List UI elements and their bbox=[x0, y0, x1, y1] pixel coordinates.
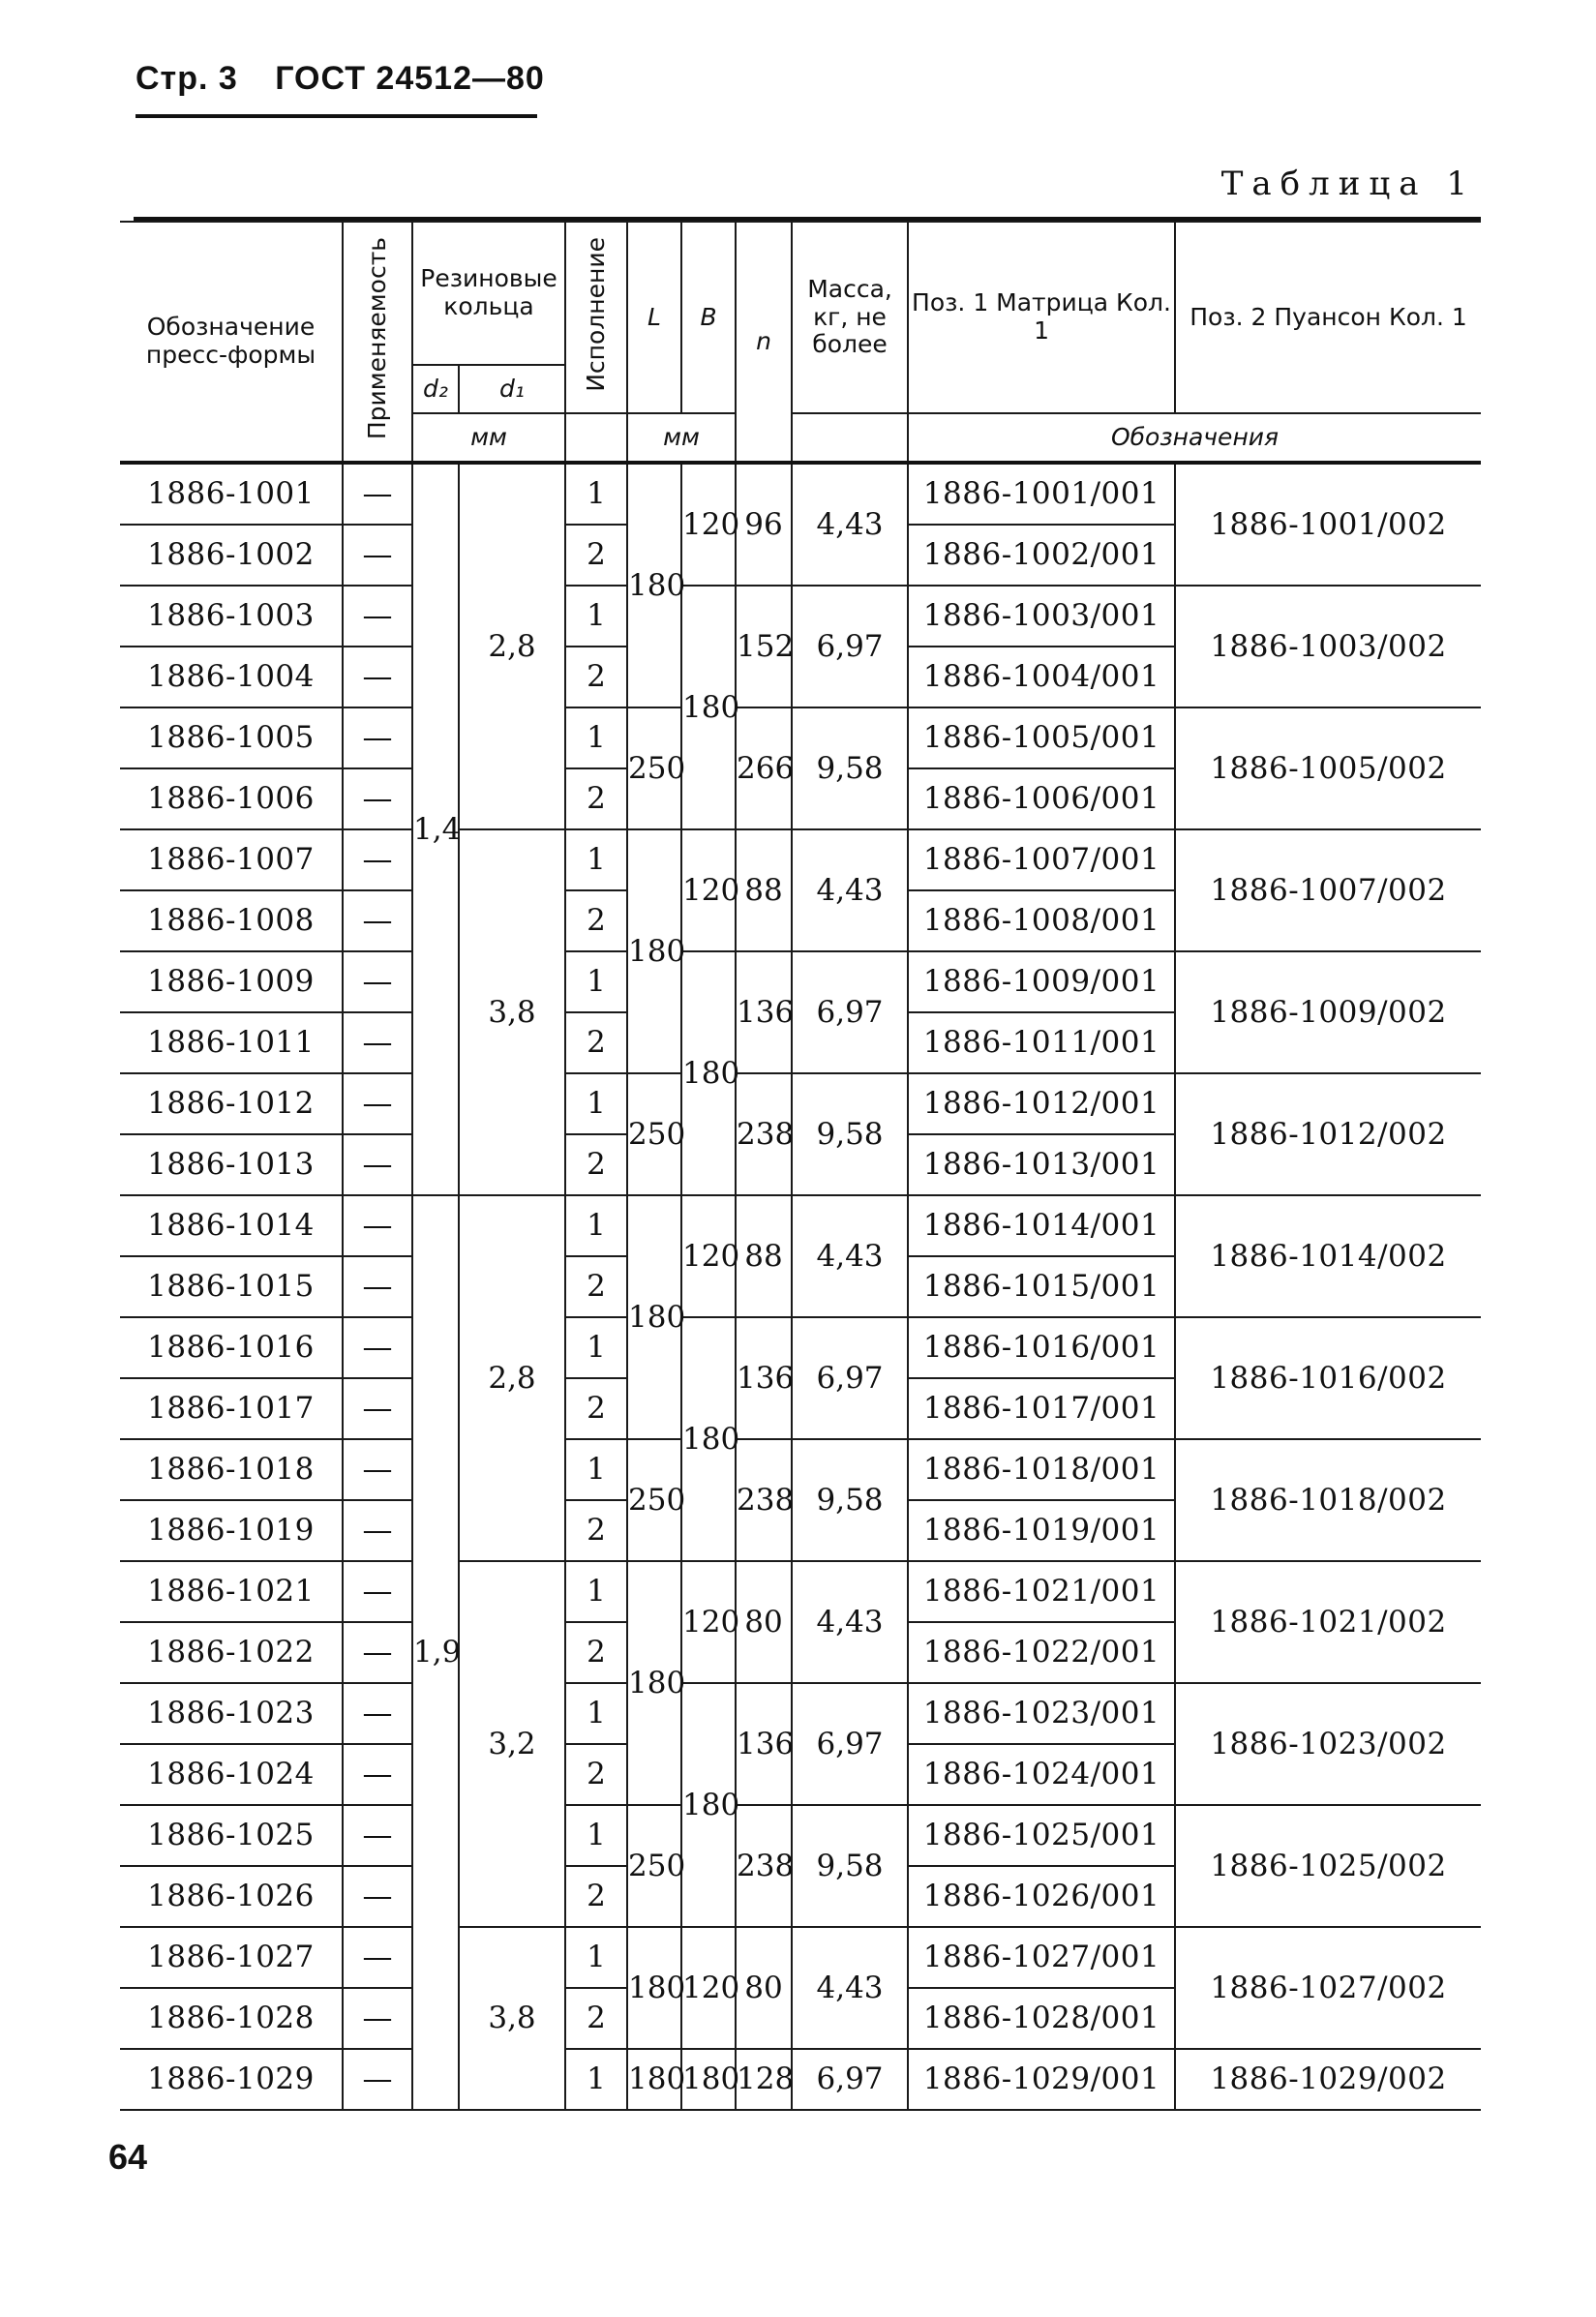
cell-pos2: 1886-1007/002 bbox=[1175, 829, 1481, 951]
table-row bbox=[120, 1195, 1481, 1256]
cell-version: 2 bbox=[565, 1500, 627, 1561]
cell-n: 238 bbox=[736, 1073, 792, 1195]
cell-designation: 1886-1021 bbox=[120, 1561, 343, 1622]
cell-applicability: — bbox=[343, 1012, 412, 1073]
header-B: B bbox=[681, 222, 736, 413]
cell-version: 1 bbox=[565, 707, 627, 768]
header-pos1: Поз. 1 Матрица Кол. 1 bbox=[908, 222, 1175, 413]
cell-applicability: — bbox=[343, 1988, 412, 2049]
cell-mass: 4,43 bbox=[792, 1561, 908, 1683]
cell-mass: 6,97 bbox=[792, 1317, 908, 1439]
header-n: n bbox=[736, 222, 792, 463]
cell-designation: 1886-1005 bbox=[120, 707, 343, 768]
header-version: Исполнение bbox=[565, 222, 627, 413]
cell-L: 250 bbox=[627, 1439, 681, 1561]
cell-version: 2 bbox=[565, 1134, 627, 1195]
cell-applicability: — bbox=[343, 890, 412, 951]
cell-version: 1 bbox=[565, 1927, 627, 1988]
cell-pos2: 1886-1027/002 bbox=[1175, 1927, 1481, 2049]
page-header bbox=[136, 60, 545, 98]
cell-mass: 4,43 bbox=[792, 1195, 908, 1317]
cell-pos2: 1886-1021/002 bbox=[1175, 1561, 1481, 1683]
cell-version: 2 bbox=[565, 1866, 627, 1927]
header-designations: Обозначения bbox=[908, 413, 1481, 463]
cell-designation: 1886-1002 bbox=[120, 525, 343, 586]
cell-designation: 1886-1024 bbox=[120, 1744, 343, 1805]
cell-designation: 1886-1027 bbox=[120, 1927, 343, 1988]
cell-mass: 4,43 bbox=[792, 1927, 908, 2049]
cell-B: 120 bbox=[681, 829, 736, 951]
cell-mass: 9,58 bbox=[792, 1805, 908, 1927]
cell-applicability: — bbox=[343, 647, 412, 707]
spec-table bbox=[120, 221, 1481, 2111]
cell-applicability: — bbox=[343, 1561, 412, 1622]
cell-version: 2 bbox=[565, 647, 627, 707]
cell-applicability: — bbox=[343, 1622, 412, 1683]
cell-pos1: 1886-1027/001 bbox=[908, 1927, 1175, 1988]
header-rings: Резиновые кольца bbox=[412, 222, 565, 365]
cell-version: 2 bbox=[565, 1988, 627, 2049]
cell-d1: 3,8 bbox=[459, 1927, 565, 2110]
cell-B: 180 bbox=[681, 951, 736, 1195]
cell-B: 120 bbox=[681, 1927, 736, 2049]
header-designation: Обозначение пресс-формы bbox=[120, 222, 343, 463]
cell-pos1: 1886-1024/001 bbox=[908, 1744, 1175, 1805]
cell-n: 136 bbox=[736, 1317, 792, 1439]
cell-n: 136 bbox=[736, 1683, 792, 1805]
cell-B: 120 bbox=[681, 1195, 736, 1317]
cell-version: 2 bbox=[565, 525, 627, 586]
table-row bbox=[120, 707, 1481, 768]
cell-applicability: — bbox=[343, 1439, 412, 1500]
cell-B: 180 bbox=[681, 2049, 736, 2110]
cell-L: 180 bbox=[627, 463, 681, 707]
cell-pos1: 1886-1007/001 bbox=[908, 829, 1175, 890]
table-row bbox=[120, 463, 1481, 525]
cell-L: 180 bbox=[627, 1927, 681, 2049]
cell-pos1: 1886-1004/001 bbox=[908, 647, 1175, 707]
cell-designation: 1886-1016 bbox=[120, 1317, 343, 1378]
header-version-blank bbox=[565, 413, 627, 463]
header-LB-units: мм bbox=[627, 413, 736, 463]
cell-mass: 4,43 bbox=[792, 829, 908, 951]
cell-pos2: 1886-1005/002 bbox=[1175, 707, 1481, 829]
cell-applicability: — bbox=[343, 951, 412, 1012]
cell-applicability: — bbox=[343, 1683, 412, 1744]
cell-pos2: 1886-1023/002 bbox=[1175, 1683, 1481, 1805]
cell-pos1: 1886-1022/001 bbox=[908, 1622, 1175, 1683]
cell-pos1: 1886-1018/001 bbox=[908, 1439, 1175, 1500]
cell-designation: 1886-1026 bbox=[120, 1866, 343, 1927]
cell-mass: 4,43 bbox=[792, 463, 908, 586]
cell-applicability: — bbox=[343, 1866, 412, 1927]
cell-pos2: 1886-1016/002 bbox=[1175, 1317, 1481, 1439]
cell-version: 1 bbox=[565, 1439, 627, 1500]
cell-d2: 1,4 bbox=[412, 463, 459, 1195]
cell-version: 1 bbox=[565, 2049, 627, 2110]
cell-designation: 1886-1012 bbox=[120, 1073, 343, 1134]
cell-pos1: 1886-1015/001 bbox=[908, 1256, 1175, 1317]
cell-n: 266 bbox=[736, 707, 792, 829]
table-caption: Таблица 1 bbox=[1220, 165, 1476, 203]
cell-n: 96 bbox=[736, 463, 792, 586]
cell-d1: 2,8 bbox=[459, 1195, 565, 1561]
cell-designation: 1886-1004 bbox=[120, 647, 343, 707]
table-row bbox=[120, 1073, 1481, 1134]
cell-L: 250 bbox=[627, 1805, 681, 1927]
cell-pos1: 1886-1025/001 bbox=[908, 1805, 1175, 1866]
header-d2: d₂ bbox=[412, 365, 459, 413]
cell-L: 180 bbox=[627, 1561, 681, 1805]
cell-n: 80 bbox=[736, 1561, 792, 1683]
cell-d1: 3,2 bbox=[459, 1561, 565, 1927]
cell-applicability: — bbox=[343, 707, 412, 768]
cell-version: 2 bbox=[565, 1012, 627, 1073]
page-label: Стр. 3 bbox=[136, 60, 238, 97]
cell-B: 120 bbox=[681, 463, 736, 586]
table-row bbox=[120, 951, 1481, 1012]
cell-designation: 1886-1008 bbox=[120, 890, 343, 951]
cell-pos1: 1886-1021/001 bbox=[908, 1561, 1175, 1622]
cell-pos2: 1886-1001/002 bbox=[1175, 463, 1481, 586]
cell-pos1: 1886-1028/001 bbox=[908, 1988, 1175, 2049]
cell-pos1: 1886-1012/001 bbox=[908, 1073, 1175, 1134]
cell-designation: 1886-1018 bbox=[120, 1439, 343, 1500]
cell-applicability: — bbox=[343, 1317, 412, 1378]
cell-pos1: 1886-1014/001 bbox=[908, 1195, 1175, 1256]
cell-designation: 1886-1013 bbox=[120, 1134, 343, 1195]
header-mass: Масса, кг, не более bbox=[792, 222, 908, 413]
cell-applicability: — bbox=[343, 1500, 412, 1561]
cell-pos1: 1886-1011/001 bbox=[908, 1012, 1175, 1073]
cell-version: 2 bbox=[565, 1378, 627, 1439]
cell-B: 180 bbox=[681, 1317, 736, 1561]
cell-applicability: — bbox=[343, 1256, 412, 1317]
cell-version: 2 bbox=[565, 890, 627, 951]
cell-applicability: — bbox=[343, 1195, 412, 1256]
cell-mass: 6,97 bbox=[792, 2049, 908, 2110]
cell-n: 238 bbox=[736, 1805, 792, 1927]
cell-pos1: 1886-1023/001 bbox=[908, 1683, 1175, 1744]
cell-version: 1 bbox=[565, 951, 627, 1012]
cell-pos1: 1886-1019/001 bbox=[908, 1500, 1175, 1561]
cell-applicability: — bbox=[343, 1927, 412, 1988]
table-row bbox=[120, 2049, 1481, 2110]
cell-designation: 1886-1009 bbox=[120, 951, 343, 1012]
cell-mass: 6,97 bbox=[792, 951, 908, 1073]
cell-applicability: — bbox=[343, 1744, 412, 1805]
cell-B: 180 bbox=[681, 586, 736, 829]
cell-designation: 1886-1001 bbox=[120, 463, 343, 525]
cell-version: 1 bbox=[565, 1561, 627, 1622]
cell-applicability: — bbox=[343, 1805, 412, 1866]
table-row bbox=[120, 829, 1481, 890]
cell-pos1: 1886-1003/001 bbox=[908, 586, 1175, 647]
cell-version: 1 bbox=[565, 463, 627, 525]
cell-L: 180 bbox=[627, 2049, 681, 2110]
cell-L: 250 bbox=[627, 1073, 681, 1195]
cell-pos1: 1886-1017/001 bbox=[908, 1378, 1175, 1439]
cell-applicability: — bbox=[343, 1073, 412, 1134]
cell-version: 1 bbox=[565, 829, 627, 890]
cell-pos2: 1886-1012/002 bbox=[1175, 1073, 1481, 1195]
cell-n: 136 bbox=[736, 951, 792, 1073]
table-row bbox=[120, 1439, 1481, 1500]
cell-L: 180 bbox=[627, 1195, 681, 1439]
cell-n: 88 bbox=[736, 829, 792, 951]
cell-applicability: — bbox=[343, 768, 412, 829]
cell-designation: 1886-1025 bbox=[120, 1805, 343, 1866]
cell-L: 180 bbox=[627, 829, 681, 1073]
cell-n: 80 bbox=[736, 1927, 792, 2049]
cell-designation: 1886-1006 bbox=[120, 768, 343, 829]
cell-pos2: 1886-1029/002 bbox=[1175, 2049, 1481, 2110]
header-rule bbox=[136, 114, 537, 118]
cell-designation: 1886-1007 bbox=[120, 829, 343, 890]
cell-pos1: 1886-1013/001 bbox=[908, 1134, 1175, 1195]
cell-applicability: — bbox=[343, 829, 412, 890]
header-pos2: Поз. 2 Пуансон Кол. 1 bbox=[1175, 222, 1481, 413]
table-row bbox=[120, 1927, 1481, 1988]
cell-version: 1 bbox=[565, 1073, 627, 1134]
cell-n: 88 bbox=[736, 1195, 792, 1317]
cell-B: 180 bbox=[681, 1683, 736, 1927]
header-d1: d₁ bbox=[459, 365, 565, 413]
cell-pos1: 1886-1008/001 bbox=[908, 890, 1175, 951]
cell-designation: 1886-1014 bbox=[120, 1195, 343, 1256]
cell-designation: 1886-1015 bbox=[120, 1256, 343, 1317]
cell-pos2: 1886-1018/002 bbox=[1175, 1439, 1481, 1561]
cell-version: 1 bbox=[565, 1805, 627, 1866]
cell-designation: 1886-1019 bbox=[120, 1500, 343, 1561]
cell-version: 2 bbox=[565, 1622, 627, 1683]
cell-designation: 1886-1028 bbox=[120, 1988, 343, 2049]
cell-version: 1 bbox=[565, 586, 627, 647]
cell-pos1: 1886-1001/001 bbox=[908, 463, 1175, 525]
cell-designation: 1886-1011 bbox=[120, 1012, 343, 1073]
cell-pos1: 1886-1026/001 bbox=[908, 1866, 1175, 1927]
cell-designation: 1886-1023 bbox=[120, 1683, 343, 1744]
cell-pos1: 1886-1009/001 bbox=[908, 951, 1175, 1012]
cell-applicability: — bbox=[343, 2049, 412, 2110]
cell-version: 2 bbox=[565, 1256, 627, 1317]
cell-version: 2 bbox=[565, 1744, 627, 1805]
cell-mass: 9,58 bbox=[792, 1073, 908, 1195]
cell-pos1: 1886-1006/001 bbox=[908, 768, 1175, 829]
cell-version: 1 bbox=[565, 1195, 627, 1256]
cell-pos1: 1886-1005/001 bbox=[908, 707, 1175, 768]
table-row bbox=[120, 1805, 1481, 1866]
cell-mass: 9,58 bbox=[792, 707, 908, 829]
cell-d2: 1,9 bbox=[412, 1195, 459, 2110]
header-applicability: Применяемость bbox=[343, 222, 412, 463]
cell-pos2: 1886-1003/002 bbox=[1175, 586, 1481, 707]
cell-pos2: 1886-1009/002 bbox=[1175, 951, 1481, 1073]
cell-n: 128 bbox=[736, 2049, 792, 2110]
cell-pos2: 1886-1014/002 bbox=[1175, 1195, 1481, 1317]
page-number: 64 bbox=[108, 2137, 148, 2177]
table-row bbox=[120, 1317, 1481, 1378]
cell-designation: 1886-1029 bbox=[120, 2049, 343, 2110]
cell-applicability: — bbox=[343, 1378, 412, 1439]
table-row bbox=[120, 1561, 1481, 1622]
cell-designation: 1886-1003 bbox=[120, 586, 343, 647]
cell-applicability: — bbox=[343, 586, 412, 647]
cell-mass: 6,97 bbox=[792, 1683, 908, 1805]
header-mass-blank bbox=[792, 413, 908, 463]
table-body bbox=[120, 463, 1481, 2110]
cell-version: 1 bbox=[565, 1683, 627, 1744]
cell-mass: 6,97 bbox=[792, 586, 908, 707]
cell-applicability: — bbox=[343, 525, 412, 586]
cell-pos2: 1886-1025/002 bbox=[1175, 1805, 1481, 1927]
cell-version: 2 bbox=[565, 768, 627, 829]
cell-d1: 2,8 bbox=[459, 463, 565, 829]
table-row bbox=[120, 1683, 1481, 1744]
cell-designation: 1886-1017 bbox=[120, 1378, 343, 1439]
cell-pos1: 1886-1016/001 bbox=[908, 1317, 1175, 1378]
cell-applicability: — bbox=[343, 1134, 412, 1195]
cell-L: 250 bbox=[627, 707, 681, 829]
cell-mass: 9,58 bbox=[792, 1439, 908, 1561]
cell-designation: 1886-1022 bbox=[120, 1622, 343, 1683]
table-row bbox=[120, 586, 1481, 647]
cell-d1: 3,8 bbox=[459, 829, 565, 1195]
cell-applicability: — bbox=[343, 463, 412, 525]
cell-n: 152 bbox=[736, 586, 792, 707]
cell-n: 238 bbox=[736, 1439, 792, 1561]
cell-pos1: 1886-1002/001 bbox=[908, 525, 1175, 586]
cell-version: 1 bbox=[565, 1317, 627, 1378]
standard-number: ГОСТ 24512—80 bbox=[275, 60, 545, 97]
header-ring-units: мм bbox=[412, 413, 565, 463]
cell-pos1: 1886-1029/001 bbox=[908, 2049, 1175, 2110]
header-L: L bbox=[627, 222, 681, 413]
cell-B: 120 bbox=[681, 1561, 736, 1683]
